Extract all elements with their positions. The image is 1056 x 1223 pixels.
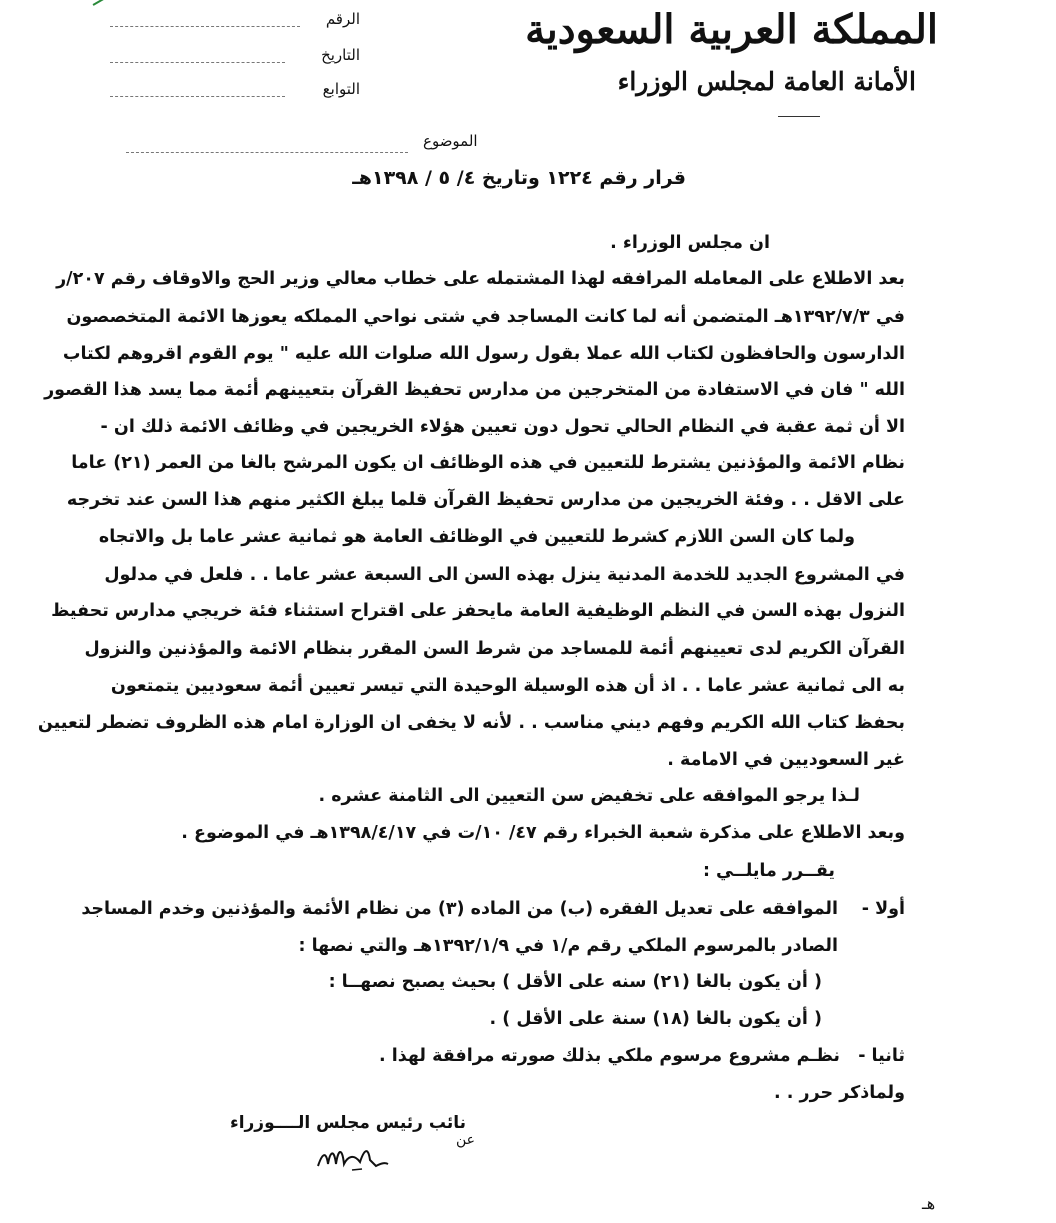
body-line: نظام الائمة والمؤذنين يشترط للتعيين في هذه الوظائف ان يكون المرشح بالغا من العمر (٢١) عاما [71, 453, 905, 473]
body-line: في ١٣٩٢/٧/٣هـ المتضمن أنه لما كانت المساجد في شتى نواحي المملكه يعوزها الائمة المتخصصون [66, 307, 905, 327]
resolution-first-line: ( أن يكون بالغا (١٨) سنة على الأقل ) . [489, 1009, 822, 1029]
body-line: بعد الاطلاع على المعامله المرافقه لهذا المشتمله على خطاب معالي وزير الحج والاوقاف رقم ٢٠٧/ر [56, 269, 905, 289]
body-line: على الاقل . . وفئة الخريجين من مدارس تحفيظ القرآن قلما يبلغ الكثير منهم هذا السن عند تخرجه [66, 490, 905, 510]
meta-attachments [110, 76, 360, 106]
body-line: في المشروع الجديد للخدمة المدنية ينزل بهذه السن الى السبعة عشر عاما . . فلعل في مدلول [104, 565, 905, 585]
resolution-first-line: ( أن يكون بالغا (٢١) سنه على الأقل ) بحيث يصبح نصهــا : [328, 972, 822, 992]
body-line: بحفظ كتاب الله الكريم وفهم ديني مناسب . . لأنه لا يخفى ان الوزارة امام هذه الظروف تضطر لتعيين [37, 713, 905, 733]
letterhead-rule [778, 116, 820, 117]
meta-number-line [110, 26, 300, 27]
body-line: ان مجلس الوزراء . [610, 233, 770, 253]
meta-date [110, 42, 360, 72]
signature-title: نائب رئيس مجلس الــــوزراء [230, 1113, 466, 1133]
resolution-second-line: نظـم مشروع مرسوم ملكي بذلك صورته مرافقة لهذا . [379, 1046, 840, 1066]
body-line: يقــرر مايلــي : [702, 861, 835, 881]
subject-label: الموضوع [423, 132, 478, 150]
page-letter: هـ [922, 1194, 936, 1213]
resolution-second-label: ثانيا - [858, 1046, 905, 1066]
meta-date-line [110, 62, 285, 63]
handwritten-signature [312, 1136, 392, 1176]
meta-number [110, 6, 360, 36]
corner-mark [93, 0, 108, 6]
body-line: ولما كان السن اللازم كشرط للتعيين في الوظائف العامة هو ثمانية عشر عاما بل والاتجاه [98, 527, 855, 547]
body-line: الدارسون والحافظون لكتاب الله عملا بقول رسول الله صلوات الله عليه " يوم القوم اقروهم لكتاب [62, 344, 905, 364]
resolution-first-line: الموافقه على تعديل الفقره (ب) من الماده (٣) من نظام الأئمة والمؤذنين وخدم المساجد [81, 899, 838, 919]
body-line: به الى ثمانية عشر عاما . . اذ أن هذه الوسيلة الوحيدة التي تيسر تعيين أئمة سعوديين يتمتعون [110, 676, 905, 696]
body-line: الله " فان في الاستفادة من المتخرجين من مدارس تحفيظ القرآن بتعيينهم أئمة مما يسد هذا القصور [44, 380, 905, 400]
resolution-first-label: أولا - [861, 899, 905, 919]
letterhead-secretariat: الأمانة العامة لمجلس الوزراء [617, 67, 916, 96]
body-line: النزول بهذه السن في النظم الوظيفية العامة مايحفز على اقتراح استثناء فئة خريجي مدارس تحفيظ [51, 601, 905, 621]
meta-date-label: التاريخ [321, 46, 360, 64]
meta-attachments-line [110, 96, 285, 97]
body-line: الا أن ثمة عقبة في النظام الحالي تحول دون تعيين هؤلاء الخريجين في وظائف الائمة ذلك ان - [100, 417, 905, 437]
body-line: غير السعوديين في الامامة . [667, 750, 905, 770]
decision-header: قرار رقم ١٢٢٤ وتاريخ ٤/ ٥ / ١٣٩٨هـ [352, 167, 686, 189]
resolution-first-line: الصادر بالمرسوم الملكي رقم م/١ في ١٣٩٢/١/٩هـ والتي نصها : [298, 936, 838, 956]
closing-line: ولماذكر حرر . . [774, 1083, 905, 1103]
subject-line [126, 152, 408, 153]
letterhead-kingdom: المملكة العربية السعودية [525, 6, 938, 53]
meta-number-label: الرقم [325, 10, 360, 28]
signature-mark: عن [456, 1132, 476, 1148]
body-line: وبعد الاطلاع على مذكرة شعبة الخبراء رقم ٤٧/ ١٠/ت في ١٣٩٨/٤/١٧هـ في الموضوع . [181, 823, 905, 843]
body-line: لـذا يرجو الموافقه على تخفيض سن التعيين الى الثامنة عشره . [318, 786, 860, 806]
body-line: القرآن الكريم لدى تعيينهم أئمة للمساجد من شرط السن المقرر بنظام الائمة والمؤذنين والنزول [84, 639, 905, 659]
meta-attachments-label: التوابع [322, 80, 360, 98]
